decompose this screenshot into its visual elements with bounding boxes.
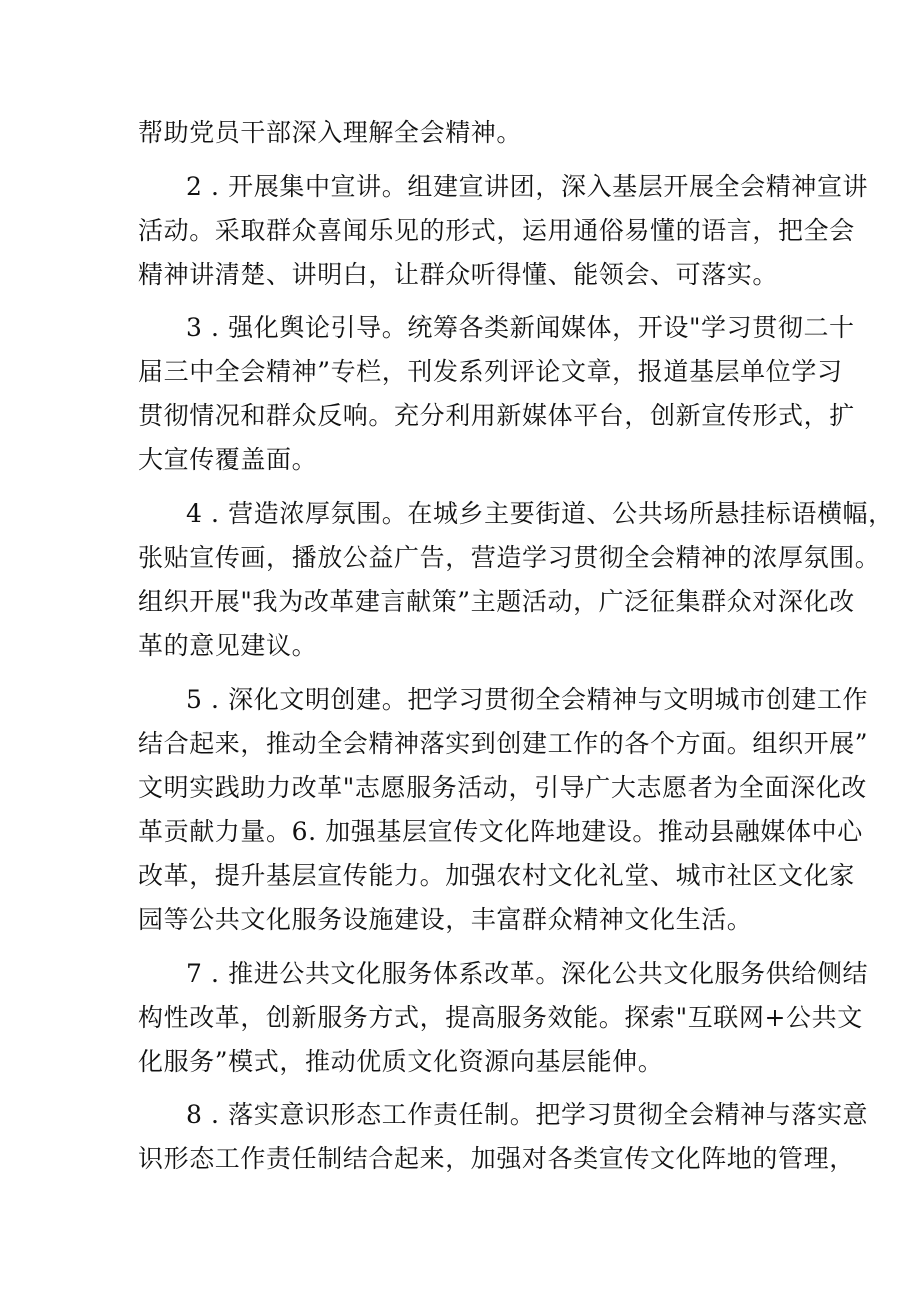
text-line-8: 大宣传覆盖面。 — [138, 445, 318, 474]
text-line-14: 结合起来，推动全会精神落实到创建工作的各个方面。组织开展” — [138, 729, 869, 758]
text-line-20: 构性改革，创新服务方式，提高服务效能。探索"互联网+公共文 — [138, 1003, 863, 1032]
text-line-19: 7 . 推进公共文化服务体系改革。深化公共文化服务供给侧结 — [186, 959, 869, 988]
text-line-16: 革贡献力量。6. 加强基层宣传文化阵地建设。推动县融媒体中心 — [138, 817, 863, 846]
text-line-18: 园等公共文化服务设施建设，丰富群众精神文化生活。 — [138, 905, 753, 934]
text-line-23: 识形态工作责任制结合起来，加强对各类宣传文化阵地的管理， — [138, 1144, 855, 1173]
text-line-5: 3 . 强化舆论引导。统筹各类新闻媒体，开设"学习贯彻二十 — [186, 313, 855, 342]
text-line-4: 精神讲清楚、讲明白，让群众听得懂、能领会、可落实。 — [138, 260, 779, 289]
text-line-6: 届三中全会精神”专栏，刊发系列评论文章，报道基层单位学习 — [138, 357, 843, 386]
text-line-17: 改革，提升基层宣传能力。加强农村文化礼堂、城市社区文化家 — [138, 861, 855, 890]
text-line-15: 文明实践助力改革"志愿服务活动，引导广大志愿者为全面深化改 — [138, 773, 867, 802]
text-line-9: 4 . 营造浓厚氛围。在城乡主要街道、公共场所悬挂标语横幅， — [186, 499, 894, 528]
text-line-2: 2 . 开展集中宣讲。组建宣讲团，深入基层开展全会精神宣讲 — [186, 172, 869, 201]
text-line-21: 化服务”模式，推动优质文化资源向基层能伸。 — [138, 1047, 664, 1076]
text-line-11: 组织开展"我为改革建言献策”主题活动，广泛征集群众对深化改 — [138, 587, 855, 616]
text-line-1: 帮助党员干部深入理解全会精神。 — [138, 118, 523, 147]
text-line-7: 贯彻情况和群众反响。充分利用新媒体平台，创新宣传形式，扩 — [138, 401, 855, 430]
text-line-10: 张贴宣传画，播放公益广告，营造学习贯彻全会精神的浓厚氛围。 — [138, 543, 881, 572]
text-line-22: 8 . 落实意识形态工作责任制。把学习贯彻全会精神与落实意 — [186, 1100, 869, 1129]
text-line-3: 活动。采取群众喜闻乐见的形式，运用通俗易懂的语言，把全会 — [138, 216, 855, 245]
text-line-12: 革的意见建议。 — [138, 631, 318, 660]
text-line-13: 5 . 深化文明创建。把学习贯彻全会精神与文明城市创建工作 — [186, 685, 869, 714]
